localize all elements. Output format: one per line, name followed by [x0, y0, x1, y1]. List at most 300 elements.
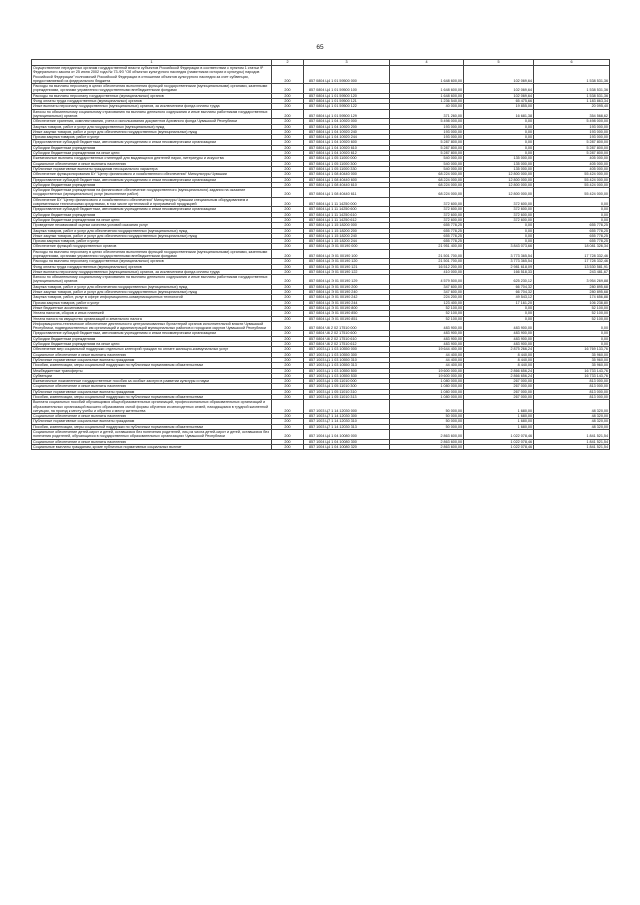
executed-amount: 166 518,33: [464, 269, 534, 274]
line-code: 200: [272, 182, 304, 187]
executed-amount: 0,00: [464, 228, 534, 233]
budget-classification-code: 857 0804 Ц4 Э 01 00190 122: [304, 269, 390, 274]
line-code: 200: [272, 275, 304, 285]
budget-classification-code: 857 0804 Ц4 Э 01 00190 244: [304, 300, 390, 305]
executed-amount: 0,00: [464, 239, 534, 244]
line-code: 200: [272, 264, 304, 269]
executed-amount: 0,00: [464, 140, 534, 145]
table-row: [32, 439, 610, 444]
table-row: [32, 84, 610, 94]
line-item-name: Расходы на выплаты персоналу в целях обеспечения выполнения функций государственными (муниципальными) органами, казенными учреждениями, органами управления государственными внебюджетными фондами: [32, 84, 272, 94]
approved-amount: 68 224 000,00: [390, 188, 464, 198]
approved-amount: 372 600,00: [390, 197, 464, 207]
line-item-name: Пособия, компенсации, меры социальной поддержки по публичным нормативным обязательствам: [32, 363, 272, 368]
table-row: [32, 379, 610, 384]
approved-amount: 50 000,00: [390, 414, 464, 419]
table-row: [32, 197, 610, 207]
line-code: 200: [272, 177, 304, 182]
executed-amount: 267 000,00: [464, 395, 534, 400]
line-item-name: Расходы на выплаты персоналу в целях обеспечения выполнения функций государственными (муниципальными) органами, казенными учреждениями, органами управления государственными внебюджетными фондами: [32, 249, 272, 259]
table-row: [32, 188, 610, 198]
line-code: 200: [272, 239, 304, 244]
line-item-name: Социальное обеспечение и иные выплаты населению: [32, 161, 272, 166]
table-row: [32, 363, 610, 368]
executed-amount: 483 900,00: [464, 342, 534, 347]
line-item-name: Прочая закупка товаров, работ и услуг: [32, 135, 272, 140]
budget-classification-code: 857 0804 Ц4 1 05 11000 330: [304, 166, 390, 171]
executed-amount: 17 161,20: [464, 300, 534, 305]
line-item-name: Межбюджетные трансферты: [32, 368, 272, 373]
line-code: 200: [272, 389, 304, 394]
budget-classification-code: 857 0804 Ц4 1 01 59500 129: [304, 109, 390, 119]
line-item-name: Взносы по обязательному социальному страхованию на выплаты денежного содержания и иные выплаты работникам государственных (муниципальных) органов: [32, 109, 272, 119]
table-row: [32, 217, 610, 222]
budget-classification-code: 857 0804 Ц4 1 15 18200 240: [304, 233, 390, 238]
unexecuted-amount: 13 530 581,91: [534, 264, 610, 269]
budget-classification-code: 857 0804 Ц4 Э 01 00190 129: [304, 275, 390, 285]
table-row: [32, 264, 610, 269]
unexecuted-amount: 813 000,00: [534, 379, 610, 384]
line-item-name: Обеспечение мер социальной поддержки отдельных категорий граждан по оплате жилищно-коммунальных услуг: [32, 347, 272, 352]
budget-classification-code: 857 1003 Ц1 1 03 10550 000: [304, 347, 390, 352]
unexecuted-amount: 48 320,00: [534, 400, 610, 414]
table-row: [32, 109, 610, 119]
budget-table: [31, 59, 610, 450]
approved-amount: 483 900,00: [390, 342, 464, 347]
executed-amount: 102 069,64: [464, 93, 534, 98]
line-item-name: Прочая закупка товаров, работ и услуг: [32, 300, 272, 305]
budget-classification-code: 857 0804 Ц4 Э 01 00190 100: [304, 249, 390, 259]
budget-classification-code: 857 0804 Ц4 Э 01 00190 000: [304, 244, 390, 249]
budget-classification-code: 857 0804 Ч6 2 02 17510 600: [304, 331, 390, 336]
approved-amount: 5 498 000,00: [390, 119, 464, 124]
budget-classification-code: 857 0804 Ц4 Э 01 00190 242: [304, 295, 390, 300]
line-code: 200: [272, 228, 304, 233]
unexecuted-amount: 280 895,68: [534, 284, 610, 289]
approved-amount: 2 863 600,00: [390, 430, 464, 440]
line-code: 200: [272, 119, 304, 124]
line-code: 200: [272, 444, 304, 449]
line-item-name: Ежемесячные пожизненные государственные пособия за особые заслуги в развитии культуры и науки: [32, 379, 272, 384]
line-item-name: Закупка товаров, работ и услуг для обеспечения государственных (муниципальных) нужд: [32, 228, 272, 233]
line-item-name: Предоставление субсидий бюджетным, автономным учреждениям и иным некоммерческим организациям: [32, 331, 272, 336]
unexecuted-amount: 655 778,25: [534, 223, 610, 228]
budget-classification-code: 857 1004 Ц4 1 04 10080 320: [304, 444, 390, 449]
line-code: 200: [272, 207, 304, 212]
executed-amount: 0,00: [464, 145, 534, 150]
approved-amount: 68 224 000,00: [390, 172, 464, 177]
budget-classification-code: 857 0804 Ц4 Э 01 00190 240: [304, 290, 390, 295]
line-item-name: Социальное обеспечение детей-сирот и детей, оставшихся без попечения родителей, лиц из числа детей-сирот и детей, оставшихся без попечения родителей, обучающихся в государственных образовательных организациях Чувашской Республики: [32, 430, 272, 440]
budget-classification-code: 857 0804 Ц4 1 01 59500 122: [304, 104, 390, 109]
line-item-name: Закупка товаров, работ и услуг для государственных (муниципальных) нужд: [32, 124, 272, 129]
line-item-name: Публичные нормативные социальные выплаты гражданам: [32, 357, 272, 362]
column-number: 3: [304, 60, 390, 66]
line-code: 200: [272, 305, 304, 310]
executed-amount: 267 000,00: [464, 384, 534, 389]
line-code: 200: [272, 124, 304, 129]
unexecuted-amount: 16 733 143,76: [534, 373, 610, 378]
line-item-name: Субвенции: [32, 373, 272, 378]
column-number: 5: [464, 60, 534, 66]
table-row: [32, 104, 610, 109]
budget-classification-code: 857 1003 Ц7 1 14 12030 310: [304, 419, 390, 424]
approved-amount: 1 236 540,00: [390, 99, 464, 104]
approved-amount: 371 260,00: [390, 109, 464, 119]
approved-amount: 44 400,00: [390, 363, 464, 368]
approved-amount: 5 287 800,00: [390, 140, 464, 145]
line-code: 200: [272, 66, 304, 84]
approved-amount: 19 644 400,00: [390, 347, 464, 352]
approved-amount: 372 600,00: [390, 212, 464, 217]
unexecuted-amount: 16 733 143,76: [534, 368, 610, 373]
budget-classification-code: 857 0804 Ц4 1 01 59500 100: [304, 84, 390, 94]
unexecuted-amount: 1 841 521,54: [534, 430, 610, 440]
line-code: 200: [272, 368, 304, 373]
budget-classification-code: 857 0804 Ц4 1 15 18200 244: [304, 239, 390, 244]
line-code: 200: [272, 419, 304, 424]
approved-amount: 123 400,00: [390, 300, 464, 305]
approved-amount: 44 400,00: [390, 357, 464, 362]
approved-amount: 21 951 400,00: [390, 244, 464, 249]
approved-amount: 193 000,00: [390, 124, 464, 129]
executed-amount: 0,00: [464, 129, 534, 134]
budget-classification-code: 857 0804 Ц4 Э 01 00190 121: [304, 264, 390, 269]
approved-amount: 540 000,00: [390, 166, 464, 171]
table-row: [32, 93, 610, 98]
executed-amount: 102 069,64: [464, 84, 534, 94]
unexecuted-amount: 55 424 000,00: [534, 182, 610, 187]
budget-classification-code: 857 1003 Ц7 1 14 12030 300: [304, 414, 390, 419]
budget-classification-code: 857 0804 Ц4 1 11 14250 000: [304, 197, 390, 207]
line-item-name: Фонд оплаты труда государственных (муниципальных) органов: [32, 264, 272, 269]
approved-amount: 52 100,00: [390, 316, 464, 321]
unexecuted-amount: 405 000,00: [534, 166, 610, 171]
unexecuted-amount: 5 287 800,00: [534, 140, 610, 145]
line-code: 200: [272, 342, 304, 347]
budget-classification-code: 857 0804 Ц4 1 05 11000 300: [304, 161, 390, 166]
unexecuted-amount: 405 000,00: [534, 156, 610, 161]
line-code: 200: [272, 295, 304, 300]
budget-classification-code: 857 1003 Ц1 1 03 10550 530: [304, 373, 390, 378]
executed-amount: 483 900,00: [464, 331, 534, 336]
line-item-name: Социальное обеспечение и иные выплаты населению: [32, 439, 272, 444]
unexecuted-amount: 0,00: [534, 212, 610, 217]
line-item-name: Выплата социальных пособий обучающимся общеобразовательных организаций, профессиональных образовательных организаций и образовательных организаций высшего образования очной формы обучения из многодетных семей, находящимся в трудной жизненной ситуации, на проезд к месту учебы и обратно к месту жительства: [32, 400, 272, 414]
line-code: 200: [272, 104, 304, 109]
line-item-name: Субсидии бюджетным учреждениям на финансовое обеспечение государственного (муниципального) задания на оказание государственных (муниципальных) услуг (выполнение работ): [32, 188, 272, 198]
line-item-name: Иные выплаты персоналу государственных (муниципальных) органов, за исключением фонда оплаты труда: [32, 104, 272, 109]
line-code: 200: [272, 93, 304, 98]
executed-amount: 372 600,00: [464, 207, 534, 212]
budget-classification-code: 857 0804 Ц4 1 01 59500 121: [304, 99, 390, 104]
approved-amount: 655 778,25: [390, 239, 464, 244]
executed-amount: 8 440,00: [464, 352, 534, 357]
unexecuted-amount: 5 287 800,00: [534, 151, 610, 156]
executed-amount: 102 069,64: [464, 66, 534, 84]
executed-amount: 0,00: [464, 119, 534, 124]
unexecuted-amount: 48 320,00: [534, 424, 610, 429]
budget-classification-code: 857 0804 Ц4 Э 01 00190 200: [304, 284, 390, 289]
unexecuted-amount: 1 538 531,36: [534, 93, 610, 98]
line-item-name: Иные закупки товаров, работ и услуг для обеспечения государственных (муниципальных) нужд: [32, 233, 272, 238]
line-code: 200: [272, 316, 304, 321]
line-code: 200: [272, 129, 304, 134]
executed-amount: 16 681,38: [464, 109, 534, 119]
line-code: 200: [272, 357, 304, 362]
budget-classification-code: 857 0804 Ц4 1 11 14250 612: [304, 217, 390, 222]
table-row: [32, 249, 610, 259]
unexecuted-amount: 193 000,00: [534, 129, 610, 134]
line-code: 200: [272, 384, 304, 389]
executed-amount: 3 843 073,66: [464, 244, 534, 249]
line-item-name: Субсидии бюджетным учреждениям на иные цели: [32, 342, 272, 347]
unexecuted-amount: 52 100,00: [534, 316, 610, 321]
approved-amount: 1 080 000,00: [390, 395, 464, 400]
budget-classification-code: 857 1003 Ц4 1 05 11010 313: [304, 395, 390, 400]
line-code: 200: [272, 336, 304, 341]
line-item-name: Расходы на выплаты персоналу государственных (муниципальных) органов: [32, 259, 272, 264]
executed-amount: 372 600,00: [464, 212, 534, 217]
approved-amount: 1 080 000,00: [390, 389, 464, 394]
executed-amount: 625 230,12: [464, 275, 534, 285]
approved-amount: 193 000,00: [390, 129, 464, 134]
table-row: [32, 384, 610, 389]
approved-amount: 68 224 000,00: [390, 177, 464, 182]
approved-amount: 19 600 000,00: [390, 368, 464, 373]
line-code: 200: [272, 109, 304, 119]
executed-amount: 12 800 000,00: [464, 177, 534, 182]
approved-amount: 193 000,00: [390, 135, 464, 140]
unexecuted-amount: 174 656,88: [534, 295, 610, 300]
line-item-name: Субсидии бюджетным учреждениям на иные цели: [32, 217, 272, 222]
executed-amount: 12 800 000,00: [464, 188, 534, 198]
line-item-name: Иные закупки товаров, работ и услуг для обеспечения государственных (муниципальных) нужд: [32, 290, 272, 295]
executed-amount: 66 704,32: [464, 290, 534, 295]
line-item-name: Социальное обеспечение и иные выплаты населению: [32, 352, 272, 357]
executed-amount: 0,00: [464, 223, 534, 228]
unexecuted-amount: 813 000,00: [534, 384, 610, 389]
unexecuted-amount: 1 538 531,36: [534, 84, 610, 94]
approved-amount: 347 600,00: [390, 284, 464, 289]
line-item-name: Обеспечение хранения, комплектования, учета и использования документов Архивного фонда Чувашской Республики: [32, 119, 272, 124]
line-item-name: Обеспечение БУ "Центр финансового и хозяйственного обеспечения" Минкультуры Чувашии специальным оборудованием и современными техническими средствами, в том числе оргтехникой и программной продукцией: [32, 197, 272, 207]
unexecuted-amount: 813 000,00: [534, 395, 610, 400]
column-number: 1: [32, 60, 272, 66]
table-row: [32, 259, 610, 264]
line-item-name: Пособия, компенсации, меры социальной поддержки по публичным нормативным обязательствам: [32, 424, 272, 429]
budget-classification-code: 857 0804 Ч6 2 02 17510 610: [304, 336, 390, 341]
table-row: [32, 166, 610, 171]
table-row: [32, 347, 610, 352]
unexecuted-amount: 193 000,00: [534, 135, 610, 140]
budget-classification-code: 857 0804 Ц4 1 04 10920 610: [304, 145, 390, 150]
budget-classification-code: 857 0804 Ц4 1 01 59500 120: [304, 93, 390, 98]
table-row: [32, 424, 610, 429]
line-code: 200: [272, 424, 304, 429]
unexecuted-amount: 48 320,00: [534, 419, 610, 424]
approved-amount: 2 863 600,00: [390, 439, 464, 444]
line-code: 200: [272, 84, 304, 94]
budget-classification-code: 857 1003 Ц1 1 03 10550 500: [304, 368, 390, 373]
executed-amount: 19 855,00: [464, 104, 534, 109]
line-code: 200: [272, 430, 304, 440]
line-item-name: Уплата налогов, сборов и иных платежей: [32, 311, 272, 316]
line-code: 200: [272, 156, 304, 161]
budget-classification-code: 857 0804 Ч6 2 02 17510 612: [304, 342, 390, 347]
table-row: [32, 207, 610, 212]
unexecuted-amount: 106 238,80: [534, 300, 610, 305]
table-row: [32, 321, 610, 331]
budget-classification-code: 857 1003 Ц7 1 14 12030 313: [304, 424, 390, 429]
budget-classification-code: 857 1003 Ц4 1 05 11010 000: [304, 379, 390, 384]
line-item-name: Проведение независимой оценки качества условий оказания услуг: [32, 223, 272, 228]
line-code: 200: [272, 151, 304, 156]
line-code: 200: [272, 395, 304, 400]
line-code: 200: [272, 140, 304, 145]
page-number: 65: [316, 44, 324, 51]
line-code: 200: [272, 363, 304, 368]
table-row: [32, 269, 610, 274]
line-code: 200: [272, 290, 304, 295]
unexecuted-amount: 655 778,25: [534, 233, 610, 238]
executed-amount: 1 680,00: [464, 424, 534, 429]
table-row: [32, 172, 610, 177]
approved-amount: 540 000,00: [390, 156, 464, 161]
unexecuted-amount: 35 960,00: [534, 352, 610, 357]
unexecuted-amount: 243 481,67: [534, 269, 610, 274]
approved-amount: 50 000,00: [390, 400, 464, 414]
line-item-name: Социальное обеспечение и иные выплаты населению: [32, 414, 272, 419]
table-row: [32, 156, 610, 161]
line-item-name: Осуществление переданных органам государственной власти субъектов Российской Федерации в соответствии с пунктом 1 статьи 9¹ Федерального закона от 25 июня 2002 года № 73-ФЗ "Об объектах культурного наследия (памятниках истории и культуры) народов Российской Федерации" полномочий Российской Федерации в отношении объектов культурного наследия за счет субвенции, предоставляемой из федерального бюджета: [32, 66, 272, 84]
unexecuted-amount: 55 424 000,00: [534, 177, 610, 182]
executed-amount: 135 000,00: [464, 166, 534, 171]
executed-amount: 372 600,00: [464, 197, 534, 207]
executed-amount: 483 900,00: [464, 321, 534, 331]
unexecuted-amount: 55 424 000,00: [534, 172, 610, 177]
executed-amount: 2 875 266,24: [464, 347, 534, 352]
line-item-name: Иные закупки товаров, работ и услуг для обеспечения государственных (муниципальных) нужд: [32, 129, 272, 134]
budget-classification-code: 857 0804 Ц4 1 04 10920 000: [304, 119, 390, 124]
approved-amount: 655 778,25: [390, 228, 464, 233]
table-row: [32, 177, 610, 182]
table-row: [32, 275, 610, 285]
column-number: 4: [390, 60, 464, 66]
budget-classification-code: 857 0804 Ц4 Э 01 00190 120: [304, 259, 390, 264]
table-row: [32, 290, 610, 295]
table-row: [32, 342, 610, 347]
approved-amount: 50 000,00: [390, 419, 464, 424]
executed-amount: 2 866 656,24: [464, 373, 534, 378]
line-code: 200: [272, 439, 304, 444]
budget-classification-code: 857 1004 Ц4 1 04 10080 000: [304, 430, 390, 440]
approved-amount: 483 900,00: [390, 321, 464, 331]
unexecuted-amount: 18 081 326,34: [534, 244, 610, 249]
line-code: 200: [272, 233, 304, 238]
budget-classification-code: 857 1003 Ц4 1 05 11010 300: [304, 384, 390, 389]
unexecuted-amount: 1 841 521,54: [534, 444, 610, 449]
unexecuted-amount: 16 769 133,76: [534, 347, 610, 352]
approved-amount: 1 080 000,00: [390, 379, 464, 384]
approved-amount: 40 000,00: [390, 104, 464, 109]
line-code: 200: [272, 145, 304, 150]
unexecuted-amount: 655 778,25: [534, 228, 610, 233]
line-item-name: Субсидии бюджетным учреждениям: [32, 145, 272, 150]
line-code: 200: [272, 135, 304, 140]
unexecuted-amount: 405 000,00: [534, 161, 610, 166]
approved-amount: 655 778,25: [390, 233, 464, 238]
line-code: 200: [272, 244, 304, 249]
line-code: 200: [272, 166, 304, 171]
budget-classification-code: 857 0804 Ц4 1 08 40440 600: [304, 177, 390, 182]
unexecuted-amount: 52 100,00: [534, 305, 610, 310]
table-row: [32, 444, 610, 449]
line-item-name: Ежемесячные выплаты государственных стипендий для выдающихся деятелей науки, литературы и искусства: [32, 156, 272, 161]
executed-amount: 0,00: [464, 124, 534, 129]
unexecuted-amount: 52 100,00: [534, 311, 610, 316]
budget-classification-code: 857 0804 Ц4 1 04 10920 240: [304, 129, 390, 134]
executed-amount: 1 680,00: [464, 419, 534, 424]
budget-classification-code: 857 1004 Ц4 1 04 10080 300: [304, 439, 390, 444]
line-code: 200: [272, 188, 304, 198]
executed-amount: 2 866 656,24: [464, 368, 534, 373]
executed-amount: 372 600,00: [464, 217, 534, 222]
unexecuted-amount: 1 183 863,34: [534, 99, 610, 104]
executed-amount: 8 440,00: [464, 357, 534, 362]
line-item-name: Фонд оплаты труда государственных (муниципальных) органов: [32, 99, 272, 104]
table-row: [32, 430, 610, 440]
approved-amount: 21 501 700,00: [390, 259, 464, 264]
unexecuted-amount: 0,00: [534, 197, 610, 207]
line-code: 200: [272, 373, 304, 378]
approved-amount: 372 600,00: [390, 207, 464, 212]
table-body: [32, 60, 610, 450]
budget-classification-code: 857 0804 Ц4 1 04 10920 200: [304, 124, 390, 129]
approved-amount: 21 501 700,00: [390, 249, 464, 259]
unexecuted-amount: 55 424 000,00: [534, 188, 610, 198]
unexecuted-amount: 1 538 531,36: [534, 66, 610, 84]
unexecuted-amount: 48 320,00: [534, 414, 610, 419]
budget-classification-code: 857 0804 Ц4 Э 01 00190 800: [304, 305, 390, 310]
table-row: [32, 357, 610, 362]
table-row: [32, 161, 610, 166]
line-item-name: Прочая закупка товаров, работ и услуг: [32, 239, 272, 244]
unexecuted-amount: 0,00: [534, 331, 610, 336]
budget-classification-code: 857 0804 Ц4 1 05 11000 000: [304, 156, 390, 161]
executed-amount: 0,00: [464, 311, 534, 316]
line-code: 200: [272, 379, 304, 384]
budget-classification-code: 857 0804 Ц4 1 08 40440 611: [304, 188, 390, 198]
executed-amount: 0,00: [464, 135, 534, 140]
line-code: 200: [272, 331, 304, 336]
approved-amount: 483 900,00: [390, 331, 464, 336]
unexecuted-amount: 0,00: [534, 336, 610, 341]
table-row: [32, 331, 610, 336]
approved-amount: 224 200,00: [390, 295, 464, 300]
line-code: 200: [272, 259, 304, 264]
approved-amount: 50 000,00: [390, 424, 464, 429]
approved-amount: 16 512 200,00: [390, 264, 464, 269]
table-row: [32, 395, 610, 400]
line-item-name: Взносы по обязательному социальному страхованию на выплаты денежного содержания и иные выплаты работникам государственных (муниципальных) органов: [32, 275, 272, 285]
budget-classification-code: 857 0804 Ц4 1 01 59500 000: [304, 66, 390, 84]
approved-amount: 410 000,00: [390, 269, 464, 274]
approved-amount: 1 648 600,00: [390, 66, 464, 84]
approved-amount: 4 579 500,00: [390, 275, 464, 285]
table-row: [32, 389, 610, 394]
budget-classification-code: 857 1003 Ц7 1 14 12030 000: [304, 400, 390, 414]
